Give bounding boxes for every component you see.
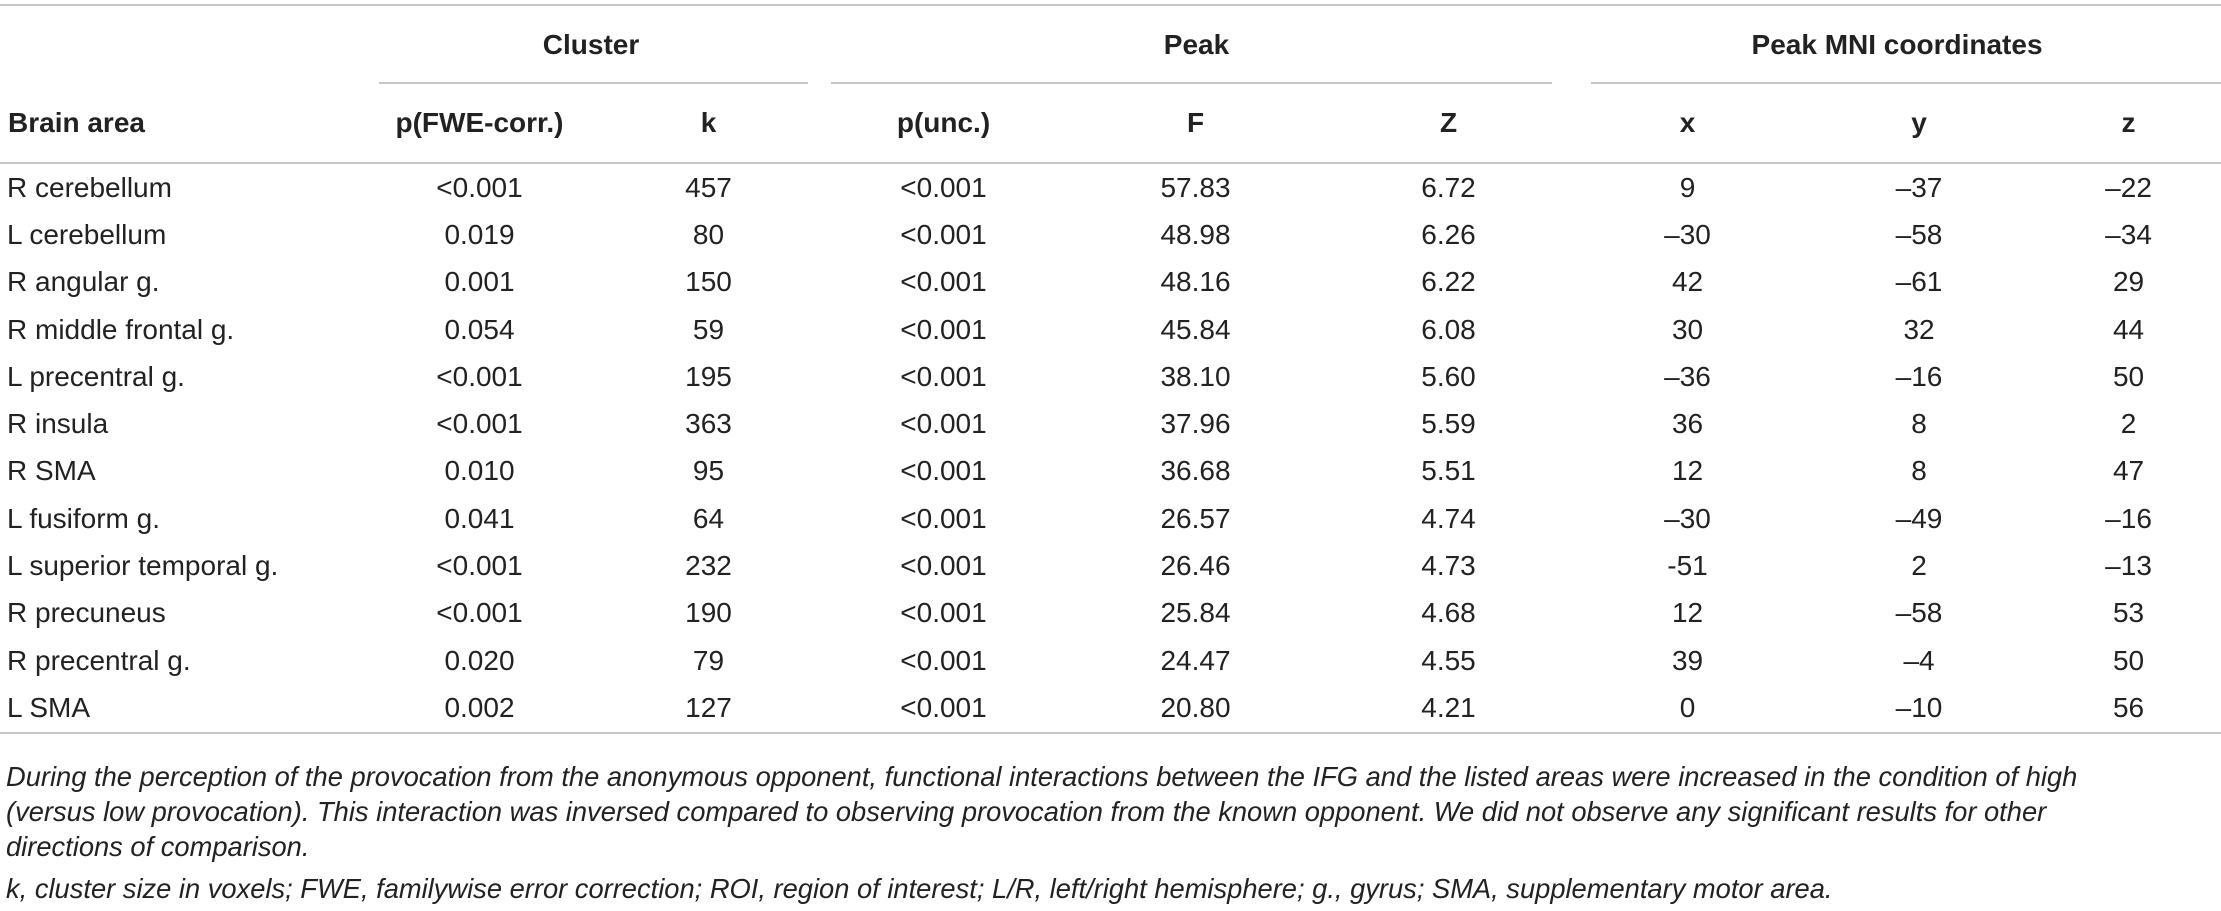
table-cell: 6.22 (1421, 266, 1476, 298)
table-cell: 57.83 (1160, 171, 1231, 203)
table-cell: –36 (1664, 360, 1711, 392)
table-cell: 4.21 (1324, 684, 1573, 733)
table-cell: 25.84 (1160, 597, 1231, 629)
table-cell: 48.16 (1160, 266, 1231, 298)
table-cell: 457 (685, 171, 732, 203)
table-cell: 30 (1671, 313, 1704, 345)
results-table (0, 4, 2221, 734)
table-row (0, 400, 2221, 447)
table-cell: –58 (1895, 597, 1943, 629)
table-cell: 12 (1671, 455, 1704, 487)
table-row (0, 211, 2221, 258)
table-cell: 26.46 (1160, 550, 1231, 582)
table-cell: 59 (692, 313, 725, 345)
table-cell: –37 (1895, 171, 1943, 203)
table-cell: 0.001 (444, 266, 515, 298)
table-cell: 6.72 (1421, 171, 1476, 203)
table-cell: <0.001 (900, 550, 987, 582)
table-cell: 6.26 (1421, 218, 1476, 250)
table-cell: L cerebellum (7, 218, 167, 250)
table-cell: R insula (7, 408, 109, 440)
table-cell: 4.73 (1421, 550, 1476, 582)
table-cell: 363 (685, 408, 732, 440)
table-cell: –13 (2105, 550, 2152, 582)
table-cell: 26.57 (1160, 502, 1231, 534)
group-header-peak-label: Peak (1163, 29, 1230, 60)
table-row (0, 684, 2221, 733)
table-cell: 36.68 (1160, 455, 1231, 487)
table-cell: -51 (1667, 550, 1708, 582)
table-row (0, 448, 2221, 495)
table-cell: 24.47 (1160, 644, 1231, 676)
table-cell: <0.001 (436, 597, 523, 629)
group-header-row (0, 5, 2221, 84)
group-header-mni (1573, 5, 2221, 84)
table-row (0, 637, 2221, 684)
table-cell: R cerebellum (7, 171, 172, 203)
table-cell: –4 (1903, 644, 1935, 676)
table-cell: <0.001 (900, 171, 987, 203)
table-cell: <0.001 (900, 266, 987, 298)
table-footnote-abbreviations: k, cluster size in voxels; FWE, familywise error correction; ROI, region of interest; L/R, left/right hemisphere; g., gyrus; SMA, supplementary motor area. (6, 873, 1833, 904)
table-cell: <0.001 (900, 597, 987, 629)
group-header-cluster (362, 5, 820, 84)
table-cell: 2 (2120, 408, 2137, 440)
table-cell: R angular g. (7, 266, 160, 298)
table-cell: 36 (1671, 408, 1704, 440)
table-row (0, 306, 2221, 353)
table-cell: 50 (2112, 360, 2145, 392)
table-cell: R precuneus (7, 597, 166, 629)
table-cell: 53 (2112, 597, 2145, 629)
table-cell: 20.80 (1067, 684, 1324, 733)
table-cell: <0.001 (900, 455, 987, 487)
table-cell: –16 (2105, 502, 2152, 534)
table-cell: 4.68 (1421, 597, 1476, 629)
table-cell: L superior temporal g. (7, 550, 279, 582)
table-cell: 56 (2036, 684, 2221, 733)
table-cell: 2 (1911, 550, 1927, 582)
table-cell: 0.010 (444, 455, 515, 487)
table-cell: 95 (692, 455, 725, 487)
table-cell: <0.001 (900, 218, 987, 250)
table-cell: 32 (1903, 313, 1935, 345)
table-cell: 0.020 (444, 644, 515, 676)
table-cell: R middle frontal g. (7, 313, 235, 345)
table-cell: 8 (1911, 455, 1927, 487)
table-cell: 47 (2112, 455, 2145, 487)
table-cell: 190 (685, 597, 732, 629)
table-cell: <0.001 (820, 684, 1067, 733)
table-cell: 127 (597, 684, 820, 733)
table-cell: –22 (2105, 171, 2152, 203)
table-cell: 37.96 (1160, 408, 1231, 440)
table-cell: <0.001 (436, 550, 523, 582)
table-cell: 42 (1671, 266, 1704, 298)
table-cell: –49 (1895, 502, 1943, 534)
table-cell: <0.001 (900, 408, 987, 440)
table-cell: 232 (685, 550, 732, 582)
table-row (0, 259, 2221, 306)
column-header: p(FWE-corr.) (362, 84, 597, 163)
table-cell: 150 (685, 266, 732, 298)
table-cell: –10 (1802, 684, 2036, 733)
table-cell: –30 (1664, 502, 1711, 534)
table-row (0, 542, 2221, 589)
table-cell: 9 (1679, 171, 1696, 203)
group-header-mni-label: Peak MNI coordinates (1751, 29, 2043, 60)
table-cell: 5.59 (1421, 408, 1476, 440)
table-cell: 64 (692, 502, 725, 534)
column-header: z (2036, 84, 2221, 163)
column-header: x (1573, 84, 1802, 163)
column-header-row (0, 84, 2221, 163)
table-cell: 0.002 (362, 684, 597, 733)
table-cell: <0.001 (900, 502, 987, 534)
group-header-empty (0, 5, 362, 84)
table-cell: 44 (2112, 313, 2145, 345)
column-header: Brain area (0, 84, 362, 163)
table-cell: –16 (1895, 360, 1943, 392)
table-footnote-description: During the perception of the provocation from the anonymous opponent, functional interactions between the IFG and the listed areas were increased in the condition of high (versus low provocation). This interaction was inversed compared to observing provocation from the known opponent. We did not observe any significant results for other directions of comparison. (6, 761, 2078, 862)
table-cell: 0 (1573, 684, 1802, 733)
table-row (0, 163, 2221, 211)
table-cell: L fusiform g. (7, 502, 161, 534)
group-header-cluster-label: Cluster (542, 29, 640, 60)
table-cell: 5.60 (1421, 360, 1476, 392)
column-header: k (597, 84, 820, 163)
column-header: F (1067, 84, 1324, 163)
table-cell: <0.001 (900, 644, 987, 676)
table-cell: <0.001 (900, 360, 987, 392)
table-cell: 48.98 (1160, 218, 1231, 250)
table-cell: 45.84 (1160, 313, 1231, 345)
table-row (0, 590, 2221, 637)
table-cell: R SMA (7, 455, 96, 487)
table-cell: 0.019 (444, 218, 515, 250)
table-cell: 8 (1911, 408, 1927, 440)
table-cell: 80 (692, 218, 725, 250)
table-cell: 50 (2112, 644, 2145, 676)
table-cell: R precentral g. (7, 644, 191, 676)
table-cell: –34 (2105, 218, 2152, 250)
table-cell: 0.054 (444, 313, 515, 345)
table-cell: 0.041 (444, 502, 515, 534)
table-cell: 12 (1671, 597, 1704, 629)
table-cell: <0.001 (900, 313, 987, 345)
table-cell: <0.001 (436, 171, 523, 203)
table-cell: L SMA (0, 684, 362, 733)
table-row (0, 495, 2221, 542)
table-cell: 5.51 (1421, 455, 1476, 487)
table-cell: 195 (685, 360, 732, 392)
table-cell: L precentral g. (7, 360, 185, 392)
group-header-peak (820, 5, 1573, 84)
table-cell: <0.001 (436, 360, 523, 392)
table-cell: 4.74 (1421, 502, 1476, 534)
table-cell: 79 (692, 644, 725, 676)
column-header: Z (1324, 84, 1573, 163)
table-cell: 38.10 (1160, 360, 1231, 392)
table-cell: 29 (2112, 266, 2145, 298)
column-header: y (1802, 84, 2036, 163)
table-cell: –30 (1664, 218, 1711, 250)
table-cell: –61 (1895, 266, 1943, 298)
table-cell: 39 (1671, 644, 1704, 676)
table-cell: –58 (1895, 218, 1943, 250)
table-cell: <0.001 (436, 408, 523, 440)
column-header: p(unc.) (820, 84, 1067, 163)
table-row (0, 353, 2221, 400)
table-cell: 4.55 (1421, 644, 1476, 676)
table-cell: 6.08 (1421, 313, 1476, 345)
